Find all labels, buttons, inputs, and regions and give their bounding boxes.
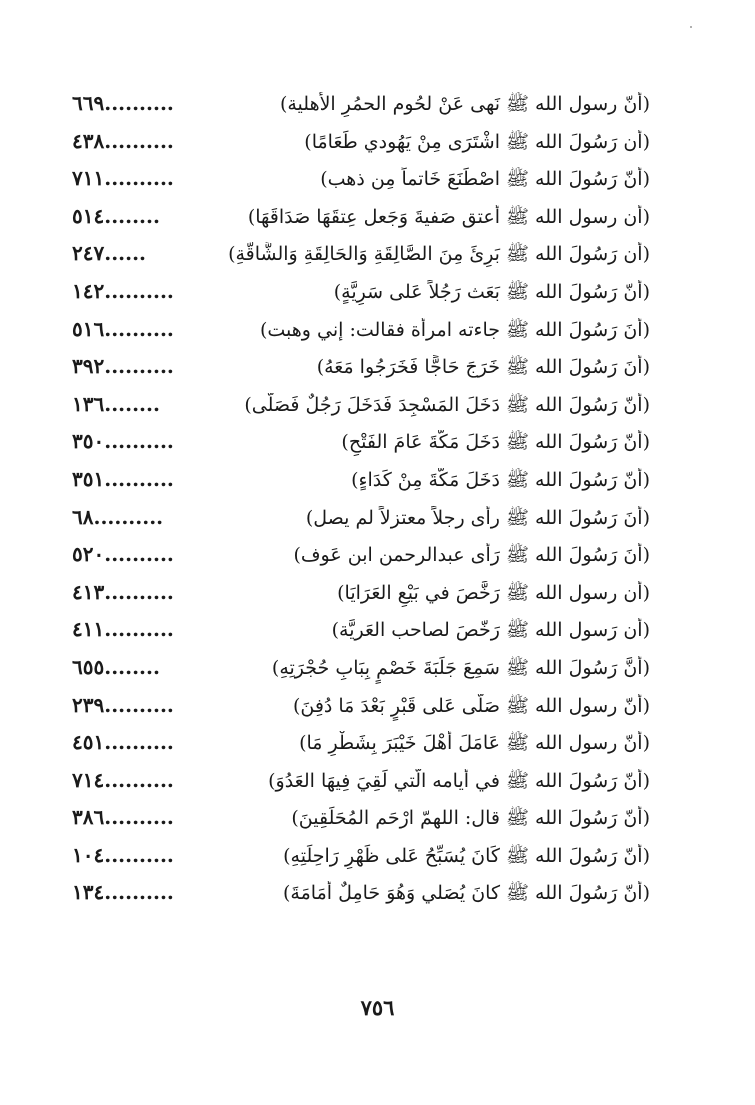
entry-page: ٣٥١.......... [72,466,174,491]
entry-title: (أن رسول الله ﷺ رَخَّصَ في بَيْعِ العَرَايَا) [337,581,650,604]
entry-page: ٦٥٥........ [72,654,160,679]
index-entry [72,802,650,840]
entry-title: (أنَ رَسُولَ الله ﷺ خَرَجَ حَاجًّا فَخَرَجُوا مَعَهُ) [316,356,650,379]
entry-title: (أنّ رَسُولَ الله ﷺ قال: اللهمّ ارْحَم المُحَلِّقِينَ) [291,807,650,830]
entry-title: (أن رَسُولَ الله ﷺ بَرِئَ مِنَ الصَّالِقَةِ وَالحَالِقَةِ وَالشَّاقَّةِ) [228,243,650,266]
entry-page: ٥١٦.......... [72,316,174,341]
entry-page: ١٣٤.......... [72,880,174,905]
entry-page: ٤٥١.......... [72,730,174,755]
index-entry [72,126,650,164]
entry-title: (أنّ رَسُولَ الله ﷺ دَخَلَ المَسْجِدَ فَدَخَلَ رَجُلٌ فَصَلَّى) [244,393,650,416]
index-entry [72,238,650,276]
entry-title: (أنّ رسول الله ﷺ نَهى عَنْ لحُوم الحمُرِ الأهلية) [279,93,650,115]
entry-title: (أنّ رَسُولَ الله ﷺ اصْطَنَعَ خَاتماً مِن ذهب) [320,168,650,191]
index-entry [72,877,650,915]
index-entry [72,201,650,239]
index-entry [72,502,650,540]
entry-page: ٣٨٦.......... [72,805,174,830]
index-list [72,88,650,915]
index-entry [72,389,650,427]
index-entry [72,314,650,352]
entry-title: (أنّ رَسُولَ الله ﷺ كانَ يُصَلي وَهُوَ حَامِلٌ أُمَامَةَ) [283,882,650,905]
entry-title: (أنّ رَسُولَ الله ﷺ بَعَث رَجُلاً عَلى سَرِيَّةٍ) [333,280,650,303]
entry-title: (أنَ رَسُولَ الله ﷺ رأى رجلاً معتزلاً لم يصل) [305,506,650,529]
index-entry [72,539,650,577]
entry-page: ٤٣٨.......... [72,128,174,153]
entry-title: (أن رسول الله ﷺ أعتق صَفيةَ وَجَعل عِتقَهَا صَدَاقَهَا) [247,205,650,228]
entry-page: ٦٦٩.......... [72,91,174,115]
entry-title: (أنَ رَسُولَ الله ﷺ جاءته امرأة فقالت: إني وهبت) [259,318,650,341]
index-entry [72,163,650,201]
entry-title: (أنّ رَسُولَ الله ﷺ دَخَلَ مَكَّةَ عَامَ الفَتْحِ) [341,431,650,454]
index-entry [72,765,650,803]
entry-page: ٣٩٢.......... [72,354,174,379]
page-number: ٧٥٦ [360,995,395,1020]
entry-page: ٣٥٠.......... [72,429,174,454]
entry-page: ٧١٤.......... [72,767,174,792]
entry-page: ٥٢٠.......... [72,542,174,567]
index-entry [72,276,650,314]
entry-title: (أنّ رسول الله ﷺ صَلّى عَلى قَبْرٍ بَعْدَ مَا دُفِنَ) [292,694,650,717]
entry-page: ٤١٣.......... [72,579,174,604]
entry-title: (أنّ رسول الله ﷺ عَامَلَ أهْلَ خَيْبَرَ بِشَطْرِ مَا) [299,732,650,755]
index-entry [72,690,650,728]
index-entry [72,840,650,878]
entry-title: (أنَ رَسُولَ الله ﷺ رَأى عبدالرحمن ابن عَوف) [293,544,650,567]
index-entry [72,652,650,690]
entry-title: (أنّ رَسُولَ الله ﷺ كَانَ يُسَبِّحُ عَلى ظَهْرِ رَاحِلَتِهِ) [283,844,650,867]
index-entry [72,614,650,652]
index-entry [72,351,650,389]
entry-title: (أن رَسُولَ الله ﷺ اشْتَرَى مِنْ يَهُودي طَعَامًا) [304,130,650,153]
entry-title: (أنّ رَسُولَ الله ﷺ في أيامه الّتي لَقِيَ فِيهَا العَدُوَ) [268,769,650,792]
entry-page: ٥١٤........ [72,203,160,228]
scan-speck [690,26,692,28]
entry-page: ٧١١.......... [72,166,174,191]
entry-page: ١٠٤.......... [72,842,174,867]
entry-page: ٢٤٧...... [72,241,147,266]
index-entry [72,727,650,765]
index-entry [72,88,650,126]
index-entry [72,426,650,464]
index-entry [72,464,650,502]
entry-page: ١٣٦........ [72,391,160,416]
entry-page: ٤١١.......... [72,617,174,642]
entry-page: ٦٨.......... [72,504,164,529]
entry-page: ٢٣٩.......... [72,692,174,717]
entry-title: (أن رَسول الله ﷺ رَخّصَ لصاحب العَريَّة) [331,619,650,642]
entry-page: ١٤٢.......... [72,278,174,303]
entry-title: (أنَّ رَسُولَ الله ﷺ سَمِعَ جَلَبَةَ خَصْمٍ بِبَابِ حُجْرَتِهِ) [271,656,650,679]
index-entry [72,577,650,615]
entry-title: (أنّ رَسُولَ الله ﷺ دَخَلَ مَكَّةَ مِنْ كَدَاءٍ) [351,468,650,491]
